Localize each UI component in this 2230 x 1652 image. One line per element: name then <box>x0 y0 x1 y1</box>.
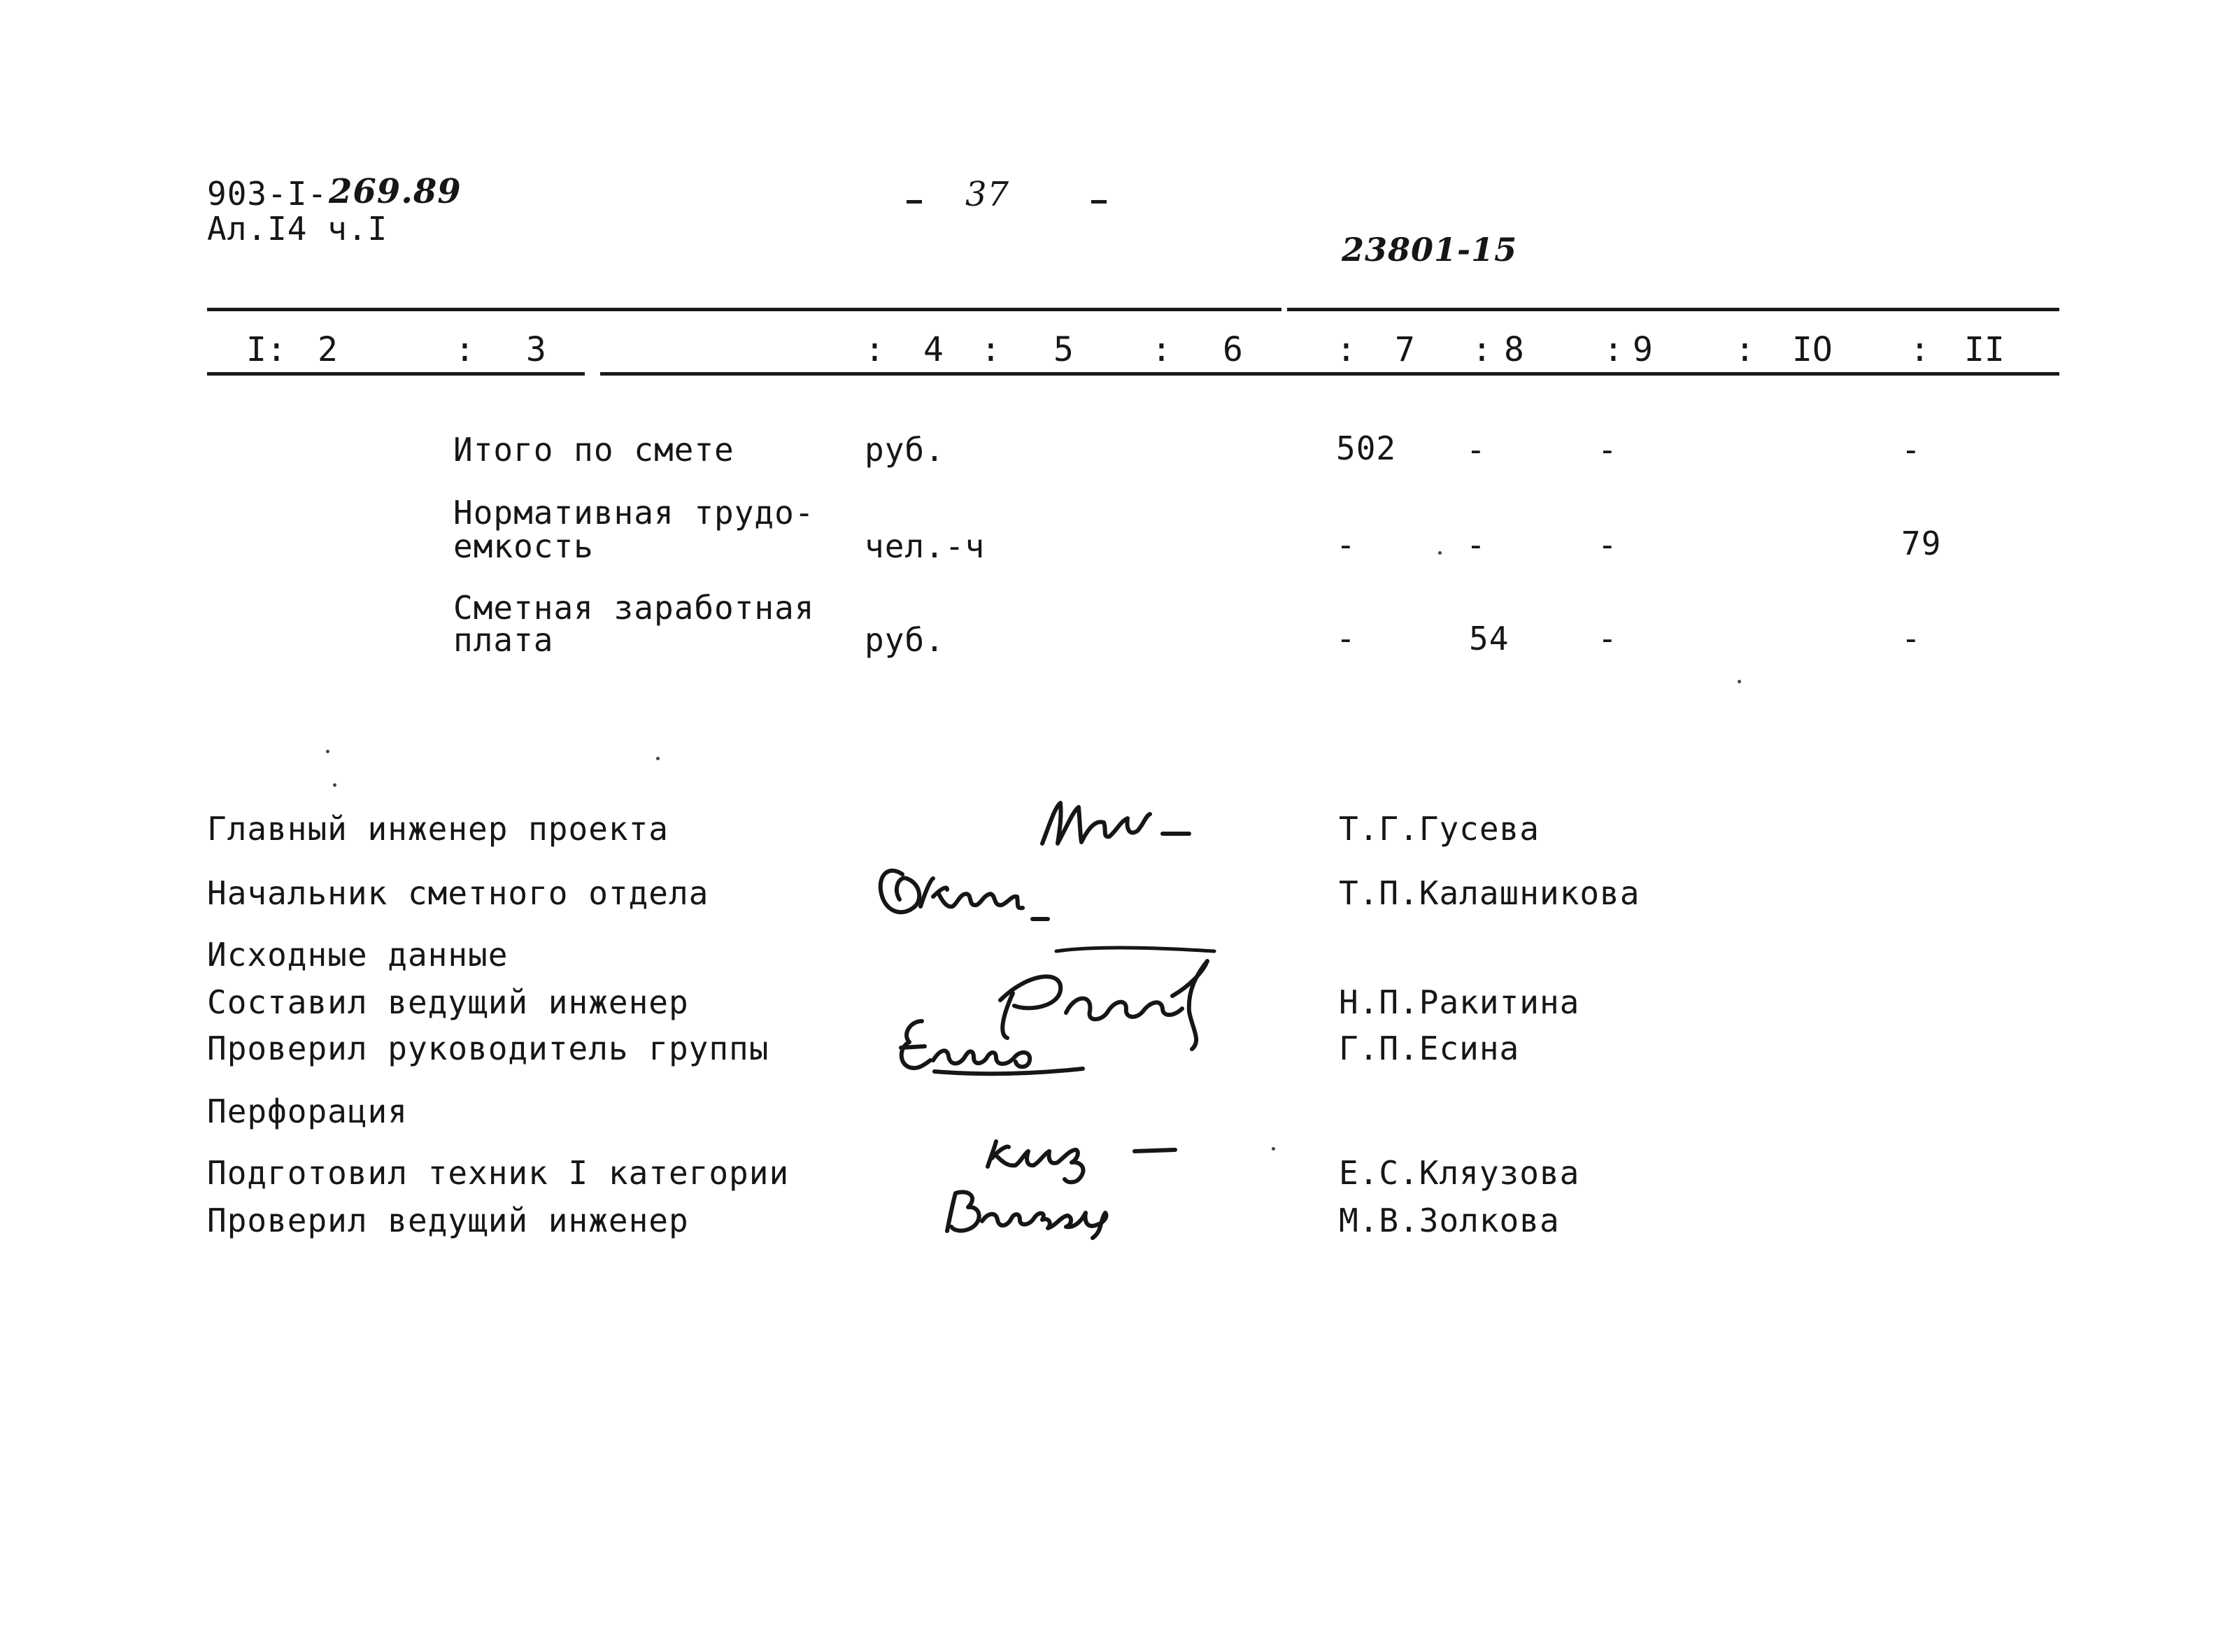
scan-speck <box>1438 551 1442 555</box>
page-number: 37 <box>965 175 1010 214</box>
col-num-1: I: <box>246 330 287 369</box>
cell-col7: - <box>1336 526 1356 564</box>
col-num-6: 6 <box>1223 330 1243 369</box>
col-sep: : <box>1336 330 1356 369</box>
cell-col7: - <box>1336 620 1356 657</box>
cell-col11: - <box>1901 431 1922 469</box>
table-header-rule-right <box>600 372 2059 376</box>
col-num-7: 7 <box>1395 330 1415 369</box>
section-heading-perforation: Перфорация <box>207 1092 408 1130</box>
table-header-rule-left <box>207 372 585 376</box>
page-number-right-dash <box>1091 200 1107 204</box>
signature-estimate-head <box>874 857 1056 934</box>
row-unit: руб. <box>865 431 945 469</box>
signatory-name: Е.С.Кляузова <box>1339 1154 1580 1192</box>
cell-col9: - <box>1598 431 1618 469</box>
scan-speck <box>1272 1147 1275 1151</box>
signature-chief-engineer <box>1039 797 1193 853</box>
signature-checked-by-group <box>893 1007 1102 1084</box>
cell-col8: - <box>1466 431 1486 469</box>
col-sep: : <box>1603 330 1624 369</box>
cell-col8: 54 <box>1469 620 1510 657</box>
table-top-rule-right <box>1287 308 2059 311</box>
col-num-9: 9 <box>1633 330 1653 369</box>
scan-speck <box>1738 680 1741 683</box>
col-num-10: IO <box>1792 330 1833 369</box>
signatory-name: М.В.Золкова <box>1339 1202 1560 1239</box>
col-num-3: 3 <box>526 330 546 369</box>
col-sep: : <box>1735 330 1755 369</box>
col-sep: : <box>1151 330 1172 369</box>
section-heading-source-data: Исходные данные <box>207 936 509 974</box>
scan-speck <box>333 783 336 787</box>
cell-col11: - <box>1901 620 1922 657</box>
doc-code-handwritten: 269.89 <box>329 172 462 211</box>
cell-col7: 502 <box>1336 429 1397 467</box>
col-num-11: II <box>1964 330 2005 369</box>
col-sep: : <box>1472 330 1492 369</box>
row-label: Сметная заработная <box>453 589 815 627</box>
stamp-number: 23801-15 <box>1342 231 1518 269</box>
scan-speck <box>656 757 660 760</box>
signature-prepared-by <box>982 1126 1185 1189</box>
row-label: Итого по смете <box>453 431 734 469</box>
signature-checked-by-lead <box>937 1182 1133 1245</box>
cell-col8: - <box>1466 526 1486 564</box>
doc-code-printed: 903-I- <box>207 175 328 213</box>
col-num-5: 5 <box>1053 330 1074 369</box>
row-label-cont: емкость <box>453 527 594 565</box>
row-unit: руб. <box>865 621 945 659</box>
col-num-2: 2 <box>318 330 338 369</box>
col-sep: : <box>981 330 1001 369</box>
scan-speck <box>326 750 329 753</box>
cell-col9: - <box>1598 620 1618 657</box>
signatory-name: Н.П.Ракитина <box>1339 983 1580 1021</box>
page-number-left-dash <box>907 200 922 204</box>
role-label: Проверил ведущий инженер <box>207 1202 689 1239</box>
col-sep: : <box>455 330 475 369</box>
role-label: Составил ведущий инженер <box>207 983 689 1021</box>
cell-col9: - <box>1598 526 1618 564</box>
album-reference: Ал.I4 ч.I <box>207 210 388 248</box>
row-label-cont: плата <box>453 621 554 659</box>
role-label: Подготовил техник I категории <box>207 1154 790 1192</box>
row-unit: чел.-ч <box>865 527 986 565</box>
col-num-8: 8 <box>1504 330 1524 369</box>
signatory-name: Т.П.Калашникова <box>1339 874 1640 912</box>
role-label: Начальник сметного отдела <box>207 874 709 912</box>
cell-col11: 79 <box>1901 525 1942 562</box>
table-top-rule-left <box>207 308 1281 311</box>
row-label: Нормативная трудо- <box>453 494 815 532</box>
col-sep: : <box>865 330 885 369</box>
col-num-4: 4 <box>923 330 944 369</box>
signatory-name: Т.Г.Гусева <box>1339 810 1540 848</box>
col-sep: : <box>1910 330 1930 369</box>
role-label: Главный инженер проекта <box>207 810 669 848</box>
signatory-name: Г.П.Есина <box>1339 1030 1520 1067</box>
role-label: Проверил руководитель группы <box>207 1030 769 1067</box>
